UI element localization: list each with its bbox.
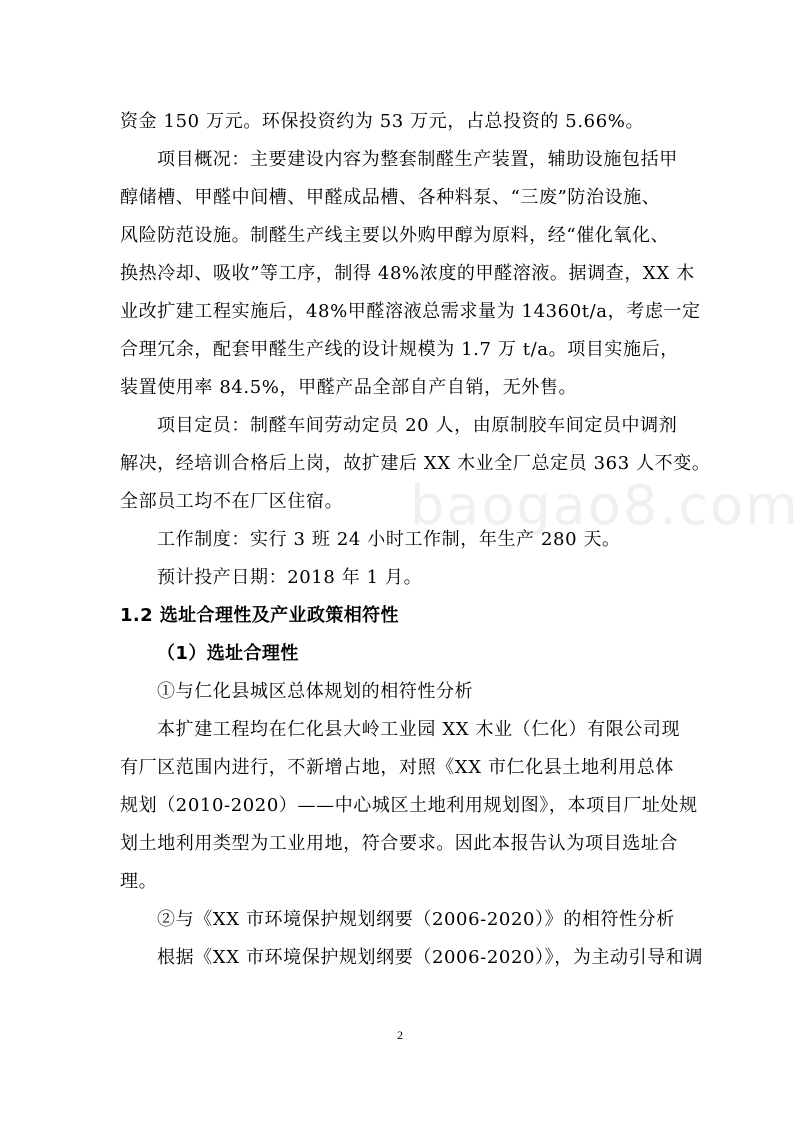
paragraph-line: 合理冗余，配套甲醛生产线的设计规模为 1.7 万 t/a。项目实施后， (120, 339, 679, 360)
paragraph-line: 预计投产日期：2018 年 1 月。 (157, 567, 423, 588)
paragraph-line: 工作制度：实行 3 班 24 小时工作制，年生产 280 天。 (157, 529, 621, 550)
paragraph-line: 风险防范设施。制醛生产线主要以外购甲醇为原料，经“催化氧化、 (120, 225, 670, 246)
paragraph-line: 项目定员：制醛车间劳动定员 20 人，由原制胶车间定员中调剂 (157, 415, 678, 436)
paragraph-line: 规划（2010-2020）——中心城区土地利用规划图》，本项目厂址处规 (120, 795, 698, 816)
paragraph-line: 理。 (120, 871, 158, 892)
paragraph-line: 有厂区范围内进行，不新增占地，对照《XX 市仁化县土地利用总体 (120, 757, 674, 778)
paragraph-line: 醇储槽、甲醛中间槽、甲醛成品槽、各种料泵、“三废”防治设施、 (120, 187, 661, 208)
subsection-title: ①与仁化县城区总体规划的相符性分析 (157, 681, 474, 702)
paragraph-line: 资金 150 万元。环保投资约为 53 万元，占总投资的 5.66%。 (120, 111, 645, 132)
watermark: baogao8.com (410, 474, 800, 537)
paragraph-line: 换热冷却、吸收”等工序，制得 48%浓度的甲醛溶液。据调查，XX 木 (120, 263, 695, 284)
section-heading: 1.2 选址合理性及产业政策相符性 (120, 605, 399, 626)
paragraph-line: 解决，经培训合格后上岗，故扩建后 XX 木业全厂总定员 363 人不变。 (120, 453, 711, 474)
page-number: 2 (397, 1028, 403, 1042)
paragraph-line: 本扩建工程均在仁化县大岭工业园 XX 木业（仁化）有限公司现 (157, 719, 681, 740)
paragraph-line: 全部员工均不在厂区住宿。 (120, 491, 344, 512)
paragraph-line: 装置使用率 84.5%，甲醛产品全部自产自销，无外售。 (120, 377, 578, 398)
paragraph-line: 划土地利用类型为工业用地，符合要求。因此本报告认为项目选址合 (120, 833, 678, 854)
subsection-heading: （1）选址合理性 (157, 643, 299, 664)
paragraph-line: 根据《XX 市环境保护规划纲要（2006-2020）》，为主动引导和调 (157, 947, 704, 968)
subsection-title: ②与《XX 市环境保护规划纲要（2006-2020）》的相符性分析 (157, 909, 675, 930)
paragraph-line: 业改扩建工程实施后，48%甲醛溶液总需求量为 14360t/a，考虑一定 (120, 301, 701, 322)
paragraph-line: 项目概况：主要建设内容为整套制醛生产装置，辅助设施包括甲 (157, 149, 678, 170)
